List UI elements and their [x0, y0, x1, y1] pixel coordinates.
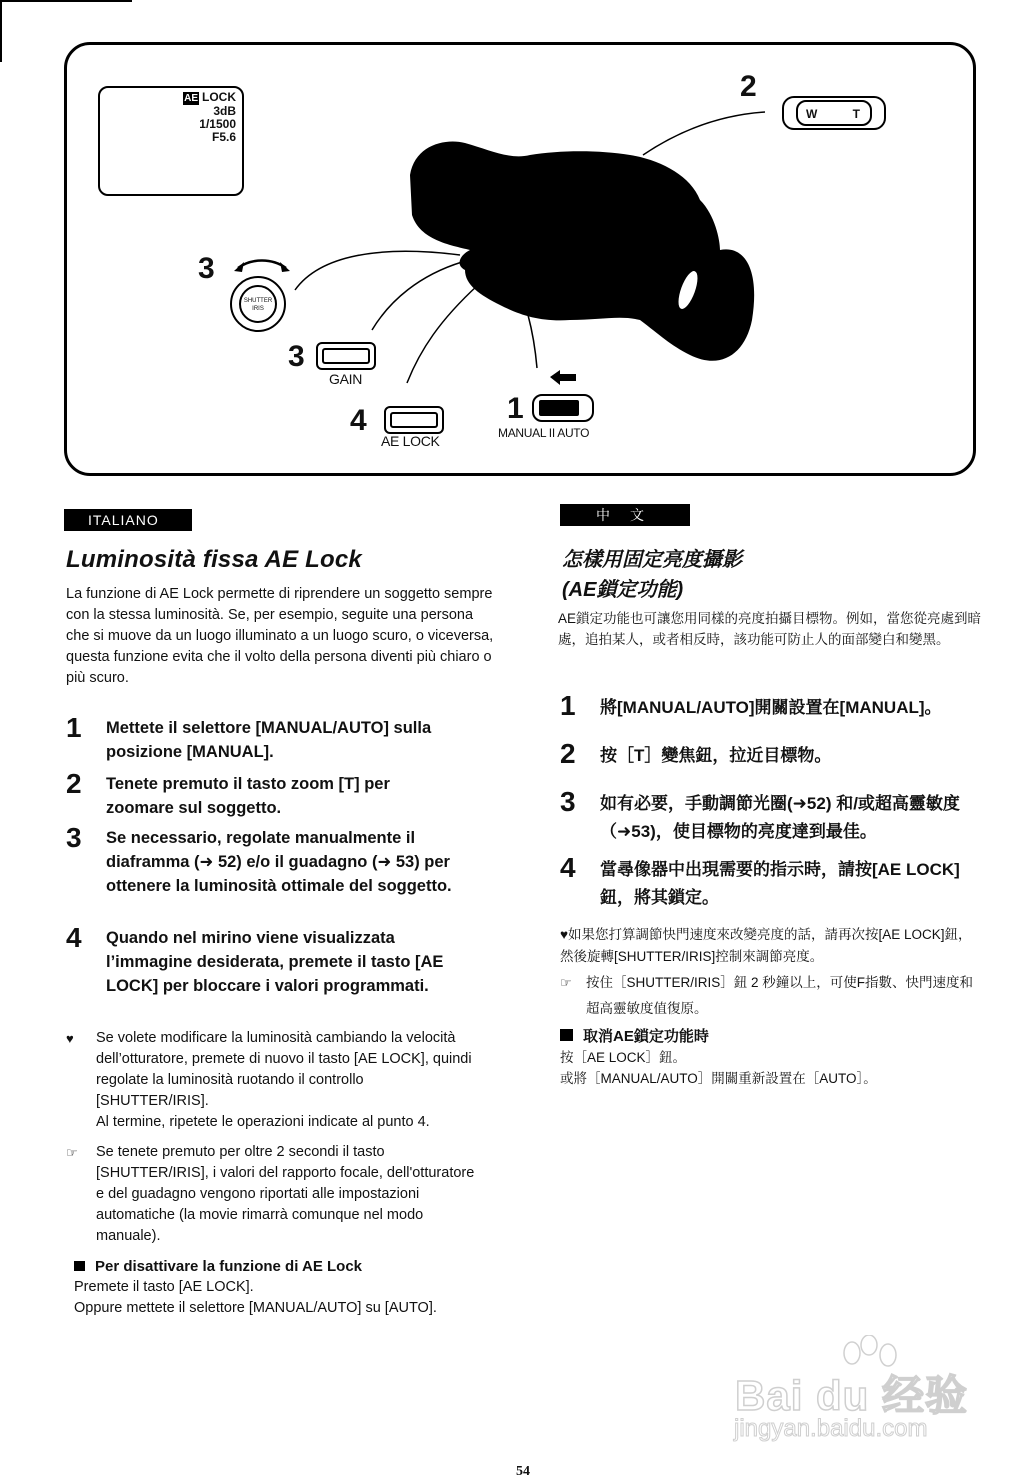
- note-heart-chinese: [560, 924, 985, 968]
- note-text: 如果您打算調節快門速度來改變亮度的話，請再次按[AE LOCK]鈕，然後旋轉[SHUTTER/IRIS]控制來調節亮度。: [560, 927, 972, 964]
- callout-number-3-gain: 3: [288, 340, 305, 373]
- ae-lock-button: [384, 406, 444, 434]
- gain-value: 3dB: [213, 104, 236, 118]
- lock-label: LOCK: [202, 90, 236, 104]
- step-number: 4: [66, 922, 82, 953]
- note-text: Se tenete premuto per oltre 2 secondi il tasto [SHUTTER/IRIS], i valori del rapporto focale, dell'otturatore e del guadagno vengono riportati alle impostazioni automatiche (la movie rimarrà comunque nel modo manuale).: [96, 1144, 475, 1244]
- callout-number-3-dial: 3: [198, 252, 215, 285]
- cancel-section-chinese: [560, 1026, 990, 1089]
- step-text: 當尋像器中出現需要的指示時，請按[AE LOCK]鈕，將其鎖定。: [600, 860, 960, 907]
- callout-number-2: 2: [740, 70, 757, 103]
- intro-paragraph-italiano: La funzione di AE Lock permette di riprendere un soggetto sempre con la stessa luminosità. Se, per esempio, seguite una persona che si muove da un luogo illuminato a un luogo scuro, o viceversa, questa funzione evita che il volto della persona diventi più chiaro o più scuro.: [66, 586, 494, 686]
- step-text: 將[MANUAL/AUTO]開關設置在[MANUAL]。: [600, 698, 942, 717]
- zoom-lever: [782, 96, 886, 130]
- cancel-section-italiano: [74, 1256, 504, 1319]
- cancel-heading: Per disattivare la funzione di AE Lock: [95, 1258, 363, 1275]
- aperture-value: F5.6: [211, 130, 236, 144]
- cancel-line-2: 或將［MANUAL/AUTO］開關重新設置在［AUTO］。: [560, 1071, 877, 1086]
- step-text: Mettete il selettore [MANUAL/AUTO] sulla posizione [MANUAL].: [106, 719, 432, 761]
- intro-paragraph-chinese: AE鎖定功能也可讓您用同樣的亮度拍攝目標物。例如，當您從亮處到暗處，追拍某人，或者相反時，該功能可防止人的面部變白和變黑。: [558, 611, 982, 647]
- callout-number-4: 4: [350, 404, 367, 437]
- language-tag-chinese: 中 文: [560, 504, 690, 526]
- pointing-hand-icon: ☞: [66, 1145, 78, 1160]
- gain-button: [316, 342, 376, 370]
- step-number: 2: [66, 768, 82, 799]
- dial-label-iris: IRIS: [252, 306, 264, 312]
- step-number: 2: [560, 738, 576, 769]
- shutter-iris-dial: [230, 276, 286, 332]
- zoom-t-label: T: [852, 107, 860, 121]
- square-bullet-icon: [74, 1261, 85, 1271]
- step-text: Tenete premuto il tasto zoom [T] per zoomare sul soggetto.: [106, 775, 390, 817]
- baidu-watermark: [730, 1335, 980, 1450]
- title-line-1: 怎樣用固定亮度攝影: [562, 549, 742, 571]
- title-line-2: (AE鎖定功能): [562, 579, 684, 601]
- step-text: 如有必要，手動調節光圈(➜52) 和/或超高靈敏度（➜53)，使目標物的亮度達到最佳。: [600, 794, 960, 841]
- ae-badge: AE: [184, 93, 198, 104]
- watermark-brand: Bai du 经验: [735, 1372, 969, 1419]
- step-number: 4: [560, 852, 576, 883]
- square-bullet-icon: [560, 1029, 573, 1041]
- cancel-heading: 取消AE鎖定功能時: [583, 1028, 709, 1045]
- note-text-2: Al termine, ripetete le operazioni indicate al punto 4.: [96, 1114, 430, 1130]
- cancel-line-1: Premete il tasto [AE LOCK].: [74, 1279, 254, 1295]
- step-text: Se necessario, regolate manualmente il diaframma (➜ 52) e/o il guadagno (➜ 53) per ottenere la luminosità ottimale del soggetto.: [106, 829, 452, 895]
- shutter-value: 1/1500: [199, 117, 236, 131]
- pointing-hand-icon: ☞: [560, 975, 572, 990]
- step-text: 按［T］變焦鈕，拉近目標物。: [600, 746, 832, 765]
- heart-icon: ♥: [66, 1031, 74, 1046]
- zoom-w-label: W: [806, 107, 818, 121]
- heart-icon: ♥: [560, 927, 569, 942]
- ae-lock-caption: AE LOCK: [381, 433, 440, 449]
- watermark-url: jingyan.baidu.com: [734, 1415, 928, 1442]
- section-title-chinese: [562, 545, 742, 605]
- step-number: 3: [560, 786, 576, 817]
- gain-caption: GAIN: [329, 371, 363, 387]
- step-text: Quando nel mirino viene visualizzata l’immagine desiderata, premete il tasto [AE LOCK] per bloccare i valori programmati.: [106, 929, 444, 995]
- step-number: 1: [66, 712, 82, 743]
- step-number: 1: [560, 690, 576, 721]
- cancel-line-2: Oppure mettete il selettore [MANUAL/AUTO] su [AUTO].: [74, 1300, 437, 1316]
- note-text: 按住［SHUTTER/IRIS］鈕 2 秒鐘以上，可使F指數、快門速度和超高靈敏度值復原。: [586, 975, 974, 1016]
- page-number: 54: [516, 1464, 530, 1479]
- manual-auto-caption: MANUAL II AUTO: [498, 426, 590, 440]
- section-title-italiano: Luminosità fissa AE Lock: [66, 546, 362, 573]
- note-text: Se volete modificare la luminosità cambiando la velocità dell’otturatore, premete di nuovo il tasto [AE LOCK], quindi regolate la luminosità ruotando il controllo [SHUTTER/IRIS].: [96, 1030, 472, 1109]
- callout-number-1: 1: [507, 392, 524, 425]
- language-tag-italiano: ITALIANO: [64, 509, 192, 531]
- cancel-line-1: 按［AE LOCK］鈕。: [560, 1050, 687, 1065]
- dial-label-shutter: SHUTTER: [243, 298, 273, 304]
- manual-auto-switch: [532, 394, 594, 422]
- step-number: 3: [66, 822, 82, 853]
